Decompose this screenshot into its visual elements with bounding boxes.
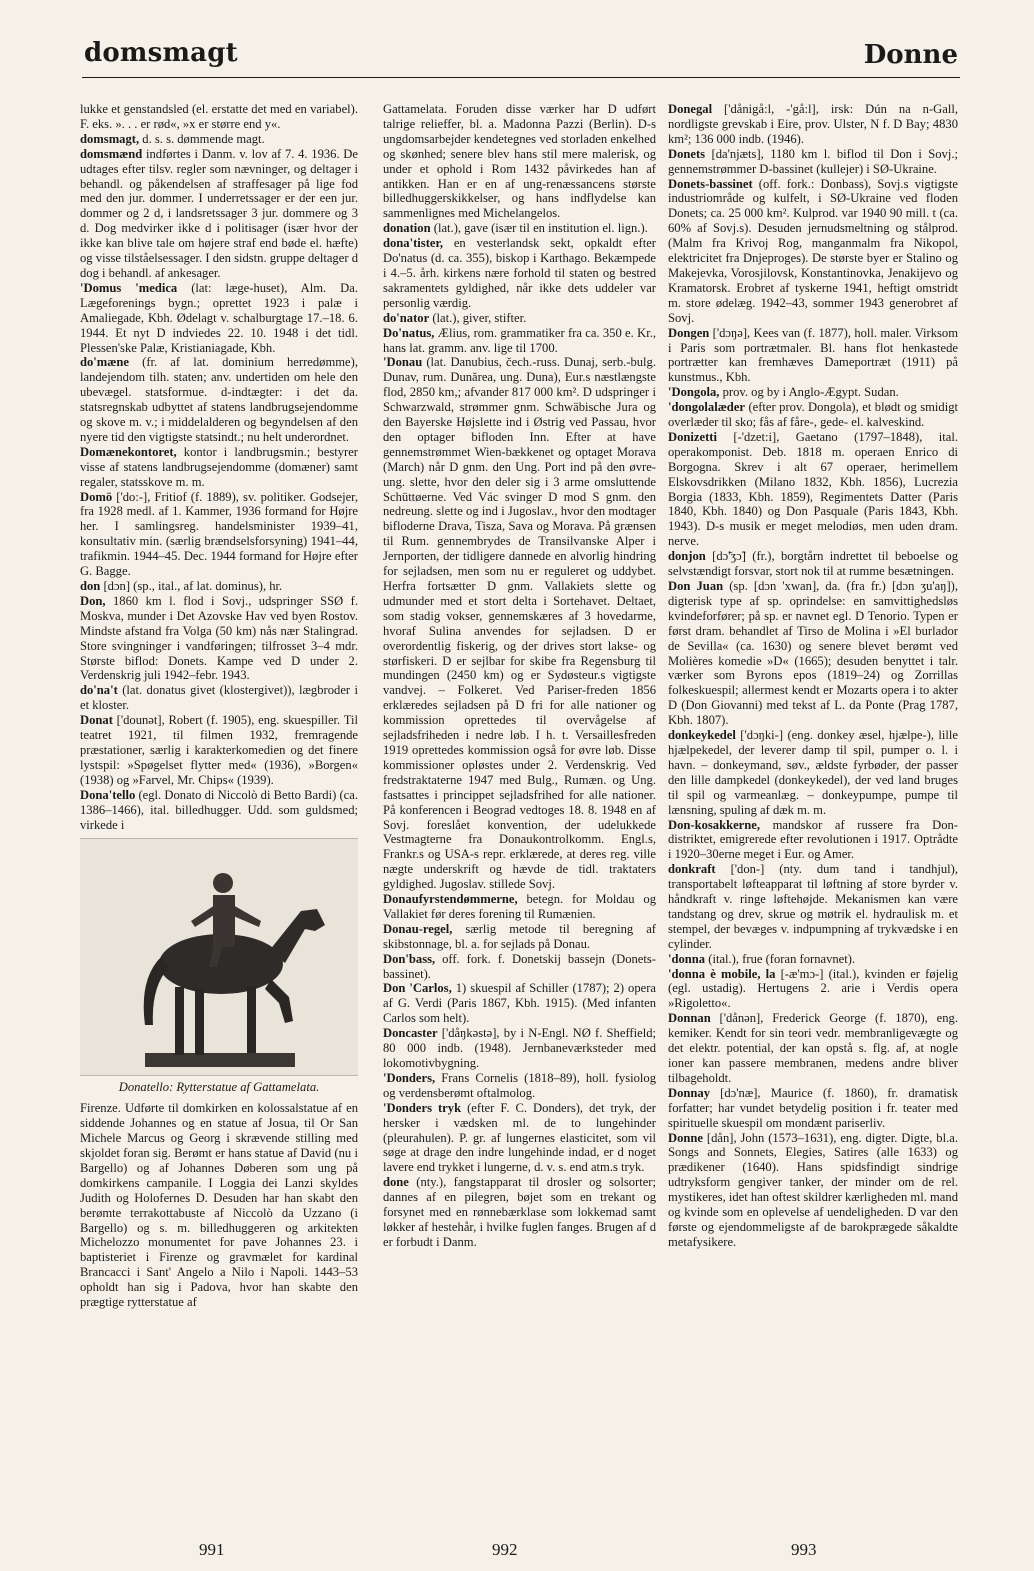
dictionary-entry [383,236,656,311]
entry-headword: Dongen [668,325,710,340]
entry-headword: Don, [80,593,106,608]
entry-headword: do'mæne [80,355,129,370]
column-1-entries-bottom [80,1101,358,1310]
entry-headword: Donegal [668,102,713,116]
dictionary-entry [668,1011,958,1086]
running-head-left: domsmagt [84,38,238,68]
dictionary-entry [668,177,958,326]
dictionary-entry [80,147,358,281]
dictionary-entry [80,132,358,147]
dictionary-entry [668,952,958,967]
entry-text: (fr. af lat. dominium herredømme), landejendom tilh. staten; anv. undertiden om hele den ubevægel. statsformue. d-indtægter: i det da. statsregnskab udbyttet af statens landbrugsejendomme og skove m. v.; i middelalderen og begyndelsen af den nyere tid den vigtigste statsindt.; nu helt underordnet. [80,355,358,444]
dictionary-entry [668,430,958,549]
entry-text: [dɔn] (sp., ital., af lat. dominus), hr. [100,579,283,593]
entry-headword: 'Donders tryk [383,1100,462,1115]
entry-headword: Don 'Carlos, [383,981,452,996]
entry-text: indførtes i Danm. v. lov af 7. 4. 1936. De udtages efter tilsv. regler som nævninger, og deltager i behandl. og påkendelsen af straffesager på lige fod med den jur. dommer. I underretssager er der een jur. dommer og 2 d, i landsretssager 3 jur. dommere og 3 d. Dog medvirker ikke d i politisager (især hvor der ikke kan blive tale om højere straf end bøde el. hæfte) og visse tilståelsessager. I den sidstn. gruppe deltager d dog i behandl. af ankesager. [80,146,358,280]
dictionary-entry [80,579,358,594]
entry-headword: Donnay [668,1085,710,1100]
entry-headword: donkraft [668,862,716,877]
entry-text: ['dɔŋki-] (eng. donkey æsel, hjælpe-), lille hjælpekedel, der leverer damp til spil, pumper o. l. i havn. – donkeymand, søv., ældste fyrbøder, der passer den lille dampkedel (donkeykedel), der ved land bruges til spil og varmeanlæg. – donkeypumpe, pumpe til lænsning, spuling af dæk m. m. [668,728,958,817]
page-number-right: 993 [791,1540,817,1559]
entry-text: betegn. for Moldau og Vallakiet før deres forening til Rumænien. [383,892,656,921]
entry-headword: Don'bass, [383,951,436,966]
dictionary-entry [80,445,358,490]
entry-headword: 'Dongola, [668,385,720,400]
dictionary-entry [80,713,358,788]
dictionary-entry [383,1026,656,1071]
dictionary-entry [383,311,656,326]
entry-text: ['dånən], Frederick George (f. 1870), eng. kemiker. Kendt for sin teori vedr. membranligevægte og det elektr. potential, der kan opstå s. flg. af, at nogle ioner kan passere membranen, medens andre bliver tilbageholdt. [668,1011,958,1085]
entry-headword: 'Donau [383,355,423,370]
entry-headword: Donat [80,713,113,728]
dictionary-entry [668,818,958,863]
entry-text: prov. og by i Anglo-Ægypt. Sudan. [719,385,899,400]
entry-headword: domsmænd [80,146,143,161]
entry-text: Ælius, rom. grammatiker fra ca. 350 e. Kr., hans lat. gramm. anv. lige til 1700. [383,325,656,355]
entry-headword: dona'tister, [383,236,444,251]
dictionary-entry [668,1086,958,1131]
dictionary-entry [383,1175,656,1250]
entry-headword: donation [383,221,431,236]
entry-text: off. fork. f. Donetskij bassejn (Donets-bassinet). [383,951,656,981]
dictionary-entry [668,1131,958,1250]
entry-text: Frans Cornelis (1818–89), holl. fysiolog og verdensberømt oftalmolog. [383,1070,656,1100]
dictionary-entry [80,683,358,713]
dictionary-entry [668,967,958,1012]
entry-text: ['dåŋkəstə], by i N-Engl. NØ f. Sheffield; 80 000 indb. (1948). Jernbaneværksteder med lokomotivbygning. [383,1026,656,1070]
entry-text: (lat. Danubius, čech.-russ. Dunaj, serb.-bulg. Dunav, rum. Dunărea, ung. Duna), Eur.s næstlængste flod, 2850 km,; afvander 817 000 km². D udspringer i Schwarzwald, strømmer gnm. Schwäbische Jura og den Bayerske Højslette ind i Østrig ved Passau, hvor den optager bifloden Inn. Efter at have gennemstrømmet Wien-bækkenet og optaget Morava (March) når D gnm. den Ung. Port ind på den øvre-ung. slette, hvor den deler sig i 3 arme omsluttende Schüttøerne. Ved Vác svinger D mod S gnm. den nedreung. slette og ind i Jugoslav., hvor den modtager bifloderne Drava, Tisza, Sava og Morava. På grænsen til Rum. gennembrydes de Transilvanske Alper i Jernporten, der tidligere dannede en alvorlig hindring for sejladsen, men som nu er reguleret og uddybet. Herfra fortsætter D gnm. Vallakiets slette og udmunder med et stort delta i Sortehavet. Deltaet, som stadig vokser, gennemskæres af 3 hovedarme, hvoraf Sulina anvendes for sejladsen. D er overordentlig fiskerig, og der drives stort lakse- og størfiskeri. D er sejlbar for skibe fra Regensburg til mundingen (2450 km) og er Sydøsteur.s vigtigste vandvej. – Folkeret. Ved Pariser-freden 1856 erklæredes sejladsen på D fri for alle nationer og kommission oprettedes til overvågelse af sejladsfriheden i nedre løb. I h. t. Versaillesfreden 1919 oprettedes kommission også for øvre løb. Disse kommissioner opløstes under 2. Verdenskrig. Ved fredstraktaterne 1947 med Bulg., Rumæn. og Ung. fastsattes i princippet sejladsfrihed for alle nationer. På konferencen i Beograd vedtoges 18. 8. 1948 en af Sovj. foreslået konvention, der udelukkede Vestmagterne fra Donaukontrolkomm. Engl.s, Frankr.s og USA-s repr. erklærede, at deres reg. ville nægte underskrift og hævde de tidl. traktaters gyldighed. Jugoslav. stillede Sovj. [383,355,656,892]
dictionary-entry [383,1101,656,1176]
figure-equestrian-statue [80,838,358,1076]
entry-text: d. s. s. dømmende magt. [139,131,265,146]
entry-headword: Donau-regel, [383,921,453,936]
entry-headword: Donnan [668,1011,711,1026]
dictionary-entry [668,728,958,817]
entry-headword: 'donna [668,951,706,966]
entry-headword: 'Domus 'medica [80,280,178,295]
entry-headword: Don Juan [668,579,724,593]
dictionary-entry [668,549,958,579]
entry-headword: donjon [668,549,706,564]
entry-text: ['dɔŋə], Kees van (f. 1877), holl. maler. Virksom i Paris som portrætmaler. Bl. hans flot henkastede portrætter kan fremhæves Dameportræt (1911) på kunstmus., Kbh. [668,325,958,385]
entry-headword: Domö [80,489,113,504]
entry-headword: 'dongolalæder [668,400,745,415]
entry-headword: Doncaster [383,1026,438,1041]
entry-text: 1860 km l. flod i Sovj., udspringer SSØ f. Moskva, munder i Det Azovske Hav ved byen Rostov. Mindste afstand fra Volga (50 km) nås nær Stalingrad. Store svingninger i vandføringen; tilfrosset 3–4 mdr. Største biflod: Donets. Kampe ved D under 2. Verdenskrig juli 1942–febr. 1943. [80,593,358,683]
entry-headword: do'na't [80,683,118,698]
dictionary-entry [383,952,656,982]
entry-text: (efter prov. Dongola), et blødt og smidigt overlæder til sko; fås af fåre-, gede- el. kalveskind. [668,400,958,430]
entry-text: ['dånigå:l, -'gå:l], irsk: Dún na n-Gall, nordligste grevskab i Eire, prov. Ulster, N f. D Bay; 4830 km²; 136 000 indb. (1946). [668,102,958,146]
column-2-entries [383,102,656,1250]
entry-text: Gattamelata. Foruden disse værker har D udført talrige relieffer, bl. a. Madonna Pazzi (Berlin). D-s ungdomsarbejder kendetegnes ved storladen enkelhed og skønhed; senere blev hans stil mere malerisk, og under et ophold i Rom 1432 påvirkedes han af antikken. Han er en af ung-renæssancens største billedhuggerskikkelser, og hans indflydelse kan sammenlignes med Michelangelos. [383,102,656,221]
entry-headword: done [383,1175,409,1190]
entry-headword: Do'natus, [383,325,435,340]
entry-headword: Dona'tello [80,787,136,802]
dictionary-entry [80,355,358,444]
column-1 [80,102,358,1522]
entry-headword: 'Donders, [383,1070,436,1085]
dictionary-entry [668,147,958,177]
entry-text: [dån], John (1573–1631), eng. digter. Digte, bl.a. Songs and Sonnets, Elegies, Satires (alle 1633) og prædikener (1640). Hans spidsfindigt sindrige udtryksform gengiver tanker, der minder om de rel. mystikeres, idet han oftest skildrer kærligheden ml. mand og kvinde som en oplevelse af uendeligheden. D var den første og ejendommeligste af de barokprægede såkaldte metafysikere. [668,1130,958,1249]
entry-text: [-'dzet:i], Gaetano (1797–1848), ital. operakomponist. Deb. 1818 m. operaen Enrico di Borgogna. Skrev i alt 67 operaer, herimellem Elskovsdrikken (Milano 1832, Kbh. 1856), Lucrezia Borgia (1833, Kbh. 1859), Regimentets Datter (Paris 1840, Kbh. 1840) og Don Pasquale (Paris 1843, Kbh. 1943). D-s musik er meget melodiøs, men uden dram. nerve. [668,429,958,549]
entry-text: (ital.), frue (foran fornavnet). [705,951,856,966]
dictionary-entry [383,922,656,952]
entry-text: (efter F. C. Donders), det tryk, der hersker i vædsken ml. de to lungehinder (pleurahulen). P. gr. af lungernes elasticitet, som vil søge at drage den indre lungehinde indad, er d noget lavere end trykket i lungerne, d. v. s. end atm.s tryk. [383,1100,656,1175]
entry-text: (egl. Donato di Niccolò di Betto Bardi) (ca. 1386–1466), ital. billedhugger. Udd. som guldsmed; virkede i [80,787,358,832]
entry-headword: don [80,579,101,593]
entry-text: 1) skuespil af Schiller (1787); 2) opera af G. Verdi (Paris 1867, Kbh. 1915). (Med infanten Carlos som helt). [383,981,656,1026]
entry-headword: donkeykedel [668,728,736,743]
entry-text: (off. fork.: Donbass), Sovj.s vigtigste industriområde og kulfelt, i SØ-Ukraine ved floden Donets; ca. 25 000 km². Kulprod. var 1940 90 mill. t (ca. 60% af Sovj.s). Desuden jernudsmeltning og stålprod. (Malm fra Krivoj Rog, manganmalm fra Nikopol, elektricitet fra Dnjeproges). De største byer er Stalino og Makejevka, Vorosjilovsk, Konstantinovka, Jenakijevo og Kramatorsk. Erobret af tyskerne 1941, heftigt omstridt m. store ødelæg. 1942–43, sommer 1943 generobret af Sovj. [668,176,958,325]
dictionary-entry [383,1071,656,1101]
column-1-entries-top [80,102,358,832]
dictionary-entry [383,102,656,221]
dictionary-entry [668,400,958,430]
entry-text: (lat.), gave (især til en institution el. lign.). [430,221,648,236]
entry-text: [da'njæts], 1180 km l. biflod til Don i Sovj.; gennemstrømmer D-bassinet (kullejer) i SØ-Ukraine. [668,146,958,176]
header-rule [82,77,960,78]
dictionary-entry [80,490,358,579]
dictionary-entry [668,579,958,728]
entry-text: [-æ'mɔ-] (ital.), kvinden er føjelig (egl. ustadig). Hertugens 2. arie i Verdis opera »Rigoletto«. [668,966,958,1011]
entry-text: (nty.), fangstapparat til drosler og solsorter; dannes af en pilegren, bøjet som en trekant og forsynet med en rønnebærklase som lokkemad samt løkker af hestehår, i hvilke fuglen fanges. Brugen af d er forbudt i Danm. [383,1175,656,1249]
statue-photo-illustration [80,839,358,1075]
dictionary-entry [383,355,656,892]
dictionary-entry [668,102,958,147]
running-head-right: Donne [863,40,958,70]
dictionary-entry [80,281,358,356]
entry-text: Firenze. Udførte til domkirken en kolossalstatue af en siddende Johannes og en statue af Josua, til Or San Michele Marcus og Georg i skrævende stilling med skjoldet foran sig. Berømt er hans statue af David (nu i Bargello) og af Johannes Døberen som ung på domkirkens campanile. I Loggia dei Lanzi skyldes Judith og Holofernes D. Desuden har han skabt den berømte terrakottabuste af Niccolò da Uzzano (i Bargello) og s. m. billedhuggeren og arkitekten Michelozzo monumentet for pave Johannes 23. i baptisteriet i Firenze og gravmælet for kardinal Brancacci i Sant' Angelo a Nilo i Napoli. 1443–53 opholdt han sig i Padova, hvor han skabte den prægtige rytterstatue af [80,1101,358,1310]
dictionary-entry [80,594,358,683]
entry-headword: domsmagt, [80,131,140,146]
entry-text: ['do:-], Fritiof (f. 1889), sv. politiker. Godsejer, fra 1928 medl. af 1. Kammer, 1936 formand for Højre her. I samlingsreg. handelsminister 1939–41, konsultativ min. (særlig brændselsforsyning) 1941–44, trafikmin. 1944–45. Dec. 1944 formand for Højre efter G. Bagge. [80,489,358,579]
column-2 [383,102,656,1522]
entry-text: (lat. donatus givet (klostergivet)), lægbroder i et kloster. [80,683,358,713]
dictionary-entry [80,102,358,132]
entry-headword: Donizetti [668,429,717,444]
entry-text: (lat.), giver, stifter. [429,310,527,325]
entry-text: lukke et genstandsled (el. erstatte det med en variabel). F. eks. ». . . er rød«, »x er større end y«. [80,102,358,131]
entry-headword: Donets-bassinet [668,176,753,191]
dictionary-entry [80,788,358,833]
dictionary-entry [383,221,656,236]
entry-text: ['don-] (nty. dum tand i tandhjul), transportabelt løfteapparat til løftning af store byrder v. håndkraft v. ringe løftehøjde. Mekanismen kan være tandstang og drev, skrue og møtrik el. hydraulisk m. et stempel, der bevæges v. indpumpning af trykvædske i en cylinder. [668,862,958,951]
page-number-middle: 992 [492,1540,518,1559]
entry-text: (sp. [dɔn 'xwan], da. (fra fr.) [dɔn ʒu'aŋ]), digterisk type af sp. oprindelse: en samvittighedsløs kvindeforfører; på sp. er navnet egl. D Tenorio. Typen er først dram. behandlet af Tirso de Molina i »El burlador de Sevilla« (ca. 1630) og senere blevet berømt ved Molières komedie »D« (1665); desuden benyttet i talr. værker som Byrons epos (1819–24) og Zorrillas folkeskuespil; allermest kendt er Mozarts opera i to akter D (Don Giovanni) med tekst af L. da Ponte (Prag 1787, Kbh. 1807). [668,579,958,728]
entry-headword: Donne [668,1130,703,1145]
dictionary-entry [383,981,656,1026]
entry-text: (lat: læge-huset), Alm. Da. Lægeforenings bygn.; oprettet 1923 i palæ i Amaliegade, Kbh. Ødelagt v. schalburgtage 17.–18. 6. 1944. Et nyt D indviedes 22. 10. 1948 i det tidl. Plessen'ske Palæ, Kristianiagade, Kbh. [80,280,358,355]
entry-text: ['dounət], Robert (f. 1905), eng. skuespiller. Til teatret 1921, til filmen 1932, fremragende præstationer, særlig i karakterkomedien og det finere lystspil: »Spøgelset flytter med« (1936), »Borgen« (1938) og »Farvel, Mr. Chips« (1939). [80,713,358,787]
entry-headword: Donaufyrstendømmerne, [383,892,518,907]
dictionary-entry [383,326,656,356]
entry-headword: 'donna è mobile, la [668,966,776,981]
dictionary-entry [80,1101,358,1310]
entry-text: kontor i landbrugsmin.; bestyrer visse af statens landbrugsejendomme (domæner) samt regaler, statsskove m. m. [80,444,358,489]
entry-headword: do'nator [383,310,430,325]
entry-headword: Donets [668,146,706,161]
dictionary-entry [383,892,656,922]
entry-headword: Don-kosakkerne, [668,817,761,832]
column-3 [668,102,958,1522]
entry-headword: Domænekontoret, [80,444,177,459]
dictionary-entry [668,326,958,386]
dictionary-entry [668,862,958,951]
entry-text: særlig metode til beregning af skibstonnage, bl. a. for sejlads på Donau. [383,921,656,951]
entry-text: mandskor af russere fra Don-distriktet, emigrerede efter revolutionen i 1917. Optrådte i 1920–30erne meget i Eur. og Amer. [668,817,958,862]
entry-text: en vesterlandsk sekt, opkaldt efter Do'natus (d. ca. 355), biskop i Karthago. Bekæmpede i 4.–5. årh. kirkens nære forhold til staten og bestred sakramentets gyldighed, når ikke dets uddeler var personlig værdig. [383,236,656,310]
figure-caption: Donatello: Rytterstatue af Gattamelata. [118,1080,320,1095]
dictionary-entry [668,385,958,400]
column-3-entries [668,102,958,1250]
entry-text: [dɔ̃'ʒɔ̃] (fr.), borgtårn indrettet til beboelse og selvstændigt forsvar, stort nok til at rumme besætningen. [668,549,958,579]
entry-text: [dɔ'næ], Maurice (f. 1860), fr. dramatisk forfatter; har vundet betydelig position i fr. teater med spirituelle skuespil om mondænt pariserliv. [668,1085,958,1130]
page-number-left: 991 [199,1540,225,1559]
